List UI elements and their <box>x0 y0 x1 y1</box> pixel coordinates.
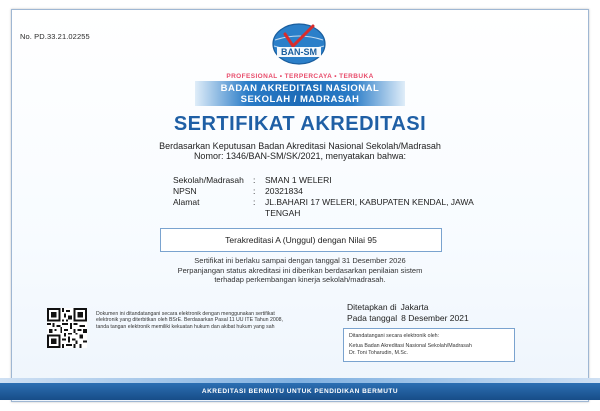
signer-role: Ketua Badan Akreditasi Nasional Sekolah/Madrasah <box>349 342 472 349</box>
validity-line-1: Sertifikat ini berlaku sampai dengan tanggal 31 Desember 2026 <box>194 256 406 265</box>
agency-name-line2: SEKOLAH / MADRASAH <box>240 94 360 105</box>
signer-heading: Ditandatangani secara elektronik oleh: <box>349 333 440 339</box>
electronic-signature-note: Dokumen ini ditandatangani secara elektronik dengan menggunakan sertifikat elektronik yang diterbitkan oleh BSrE. Berdasarkan Pasal 11 UU ITE Tahun 2008, tanda tangan elektronik memiliki kekuatan hukum dan akibat hukum yang sah <box>96 311 283 330</box>
signer-name: Dr. Toni Toharudin, M.Sc. <box>349 349 408 356</box>
address-value: JL.BAHARI 17 WELERI, KABUPATEN KENDAL, JAWA TENGAH <box>265 197 474 218</box>
separator: : <box>253 186 256 196</box>
signer-box <box>343 328 515 362</box>
info-row-address <box>173 197 503 219</box>
issue-date-row <box>347 313 567 324</box>
logo-text: BAN-SM <box>281 47 317 57</box>
address-label: Alamat <box>173 197 200 207</box>
intro-line-2: Nomor: 1346/BAN-SM/SK/2021, menyatakan bahwa: <box>193 151 407 161</box>
separator: : <box>253 197 256 207</box>
issue-details <box>347 302 567 323</box>
intro-line-1: Berdasarkan Keputusan Badan Akreditasi Nasional Sekolah/Madrasah <box>159 141 441 151</box>
qr-code-icon <box>47 308 87 348</box>
info-row-school <box>173 175 503 186</box>
validity-line-2: Perpanjangan status akreditasi ini diberikan berdasarkan penilaian sistem <box>177 265 423 275</box>
school-value: SMAN 1 WELERI <box>265 175 332 185</box>
certificate-title: SERTIFIKAT AKREDITASI <box>173 113 427 135</box>
issue-place-label: Ditetapkan di <box>347 302 397 312</box>
issue-date-label: Pada tanggal <box>347 312 398 323</box>
school-info <box>173 175 503 219</box>
issue-place-value: Jakarta <box>400 302 429 312</box>
footer-slogan: AKREDITASI BERMUTU UNTUK PENDIDIKAN BERMUTU <box>0 383 600 400</box>
validity-text <box>0 256 600 285</box>
info-row-npsn <box>173 186 503 197</box>
agency-name-line1: BADAN AKREDITASI NASIONAL <box>220 83 380 94</box>
motto: PROFESIONAL • TERPERCAYA • TERBUKA <box>226 73 374 80</box>
intro-text <box>0 141 600 161</box>
npsn-value: 20321834 <box>265 186 303 196</box>
ban-sm-logo-icon <box>271 22 327 66</box>
agency-banner <box>195 81 405 106</box>
issue-place-row <box>347 302 567 313</box>
certificate-number: No. PD.33.21.02255 <box>20 32 90 41</box>
validity-line-3: terhadap perkembangan kinerja sekolah/madrasah. <box>214 275 386 284</box>
issue-date-value: 8 Desember 2021 <box>401 312 469 323</box>
school-label: Sekolah/Madrasah <box>173 175 244 185</box>
npsn-label: NPSN <box>173 186 197 196</box>
accreditation-result: Terakreditasi A (Unggul) dengan Nilai 95 <box>160 228 442 252</box>
separator: : <box>253 175 256 185</box>
